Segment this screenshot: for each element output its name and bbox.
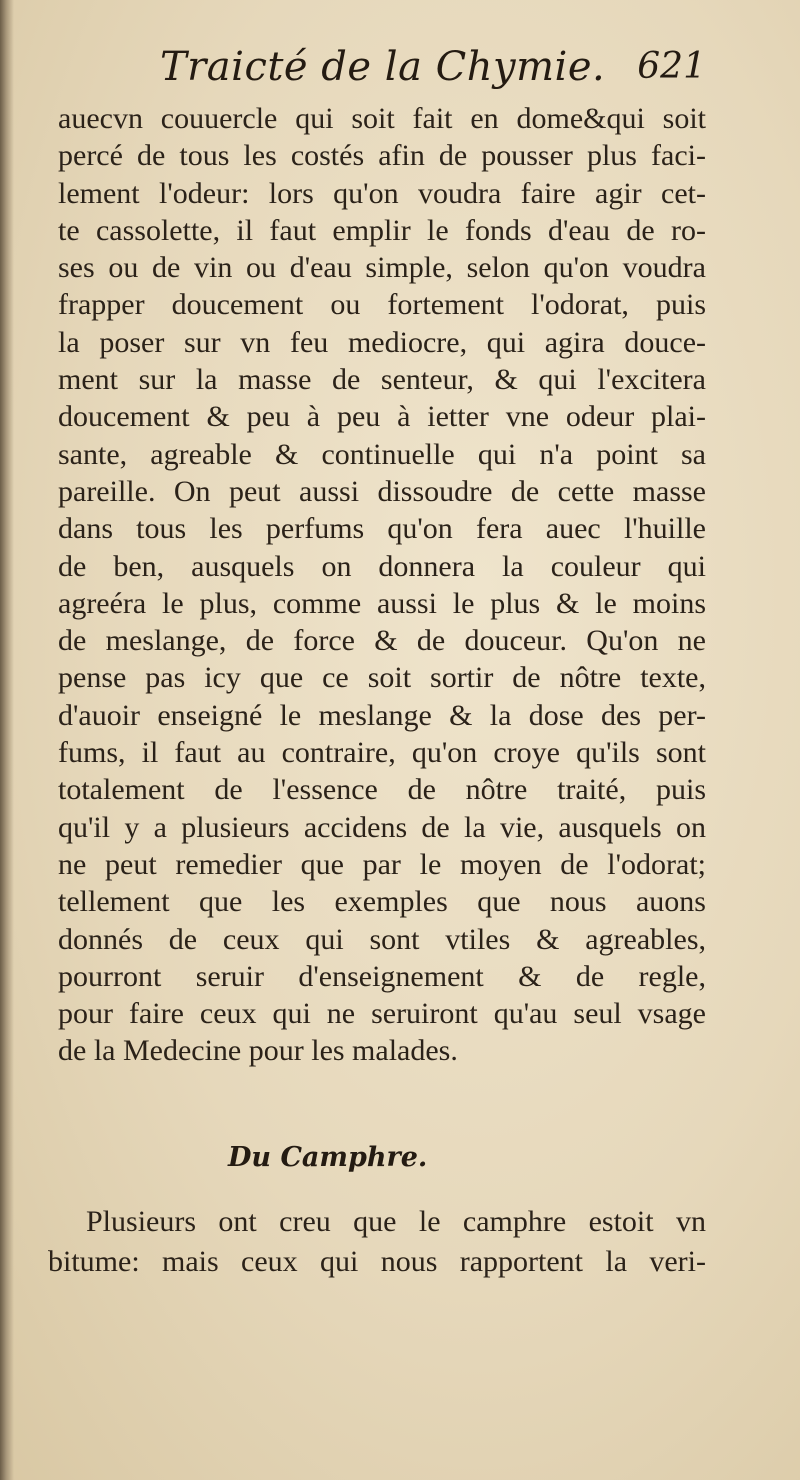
binding-shadow (0, 0, 14, 1480)
text-line: pour faire ceux qui ne seruiront qu'au seul vsage (58, 997, 706, 1031)
text-line: auecvn couuercle qui soit fait en dome&qui soit (58, 102, 706, 135)
text-line: ment sur la masse de senteur, & qui l'excitera (58, 363, 706, 397)
text-line: tellement que les exemples que nous auons (58, 885, 706, 919)
text-line: lement l'odeur: lors qu'on voudra faire agir cet- (58, 176, 706, 210)
text-line: totalement de l'essence de nôtre traité, puis (58, 773, 706, 807)
section-heading: Du Camphre. (228, 1142, 428, 1173)
text-line: Plusieurs ont creu que le camphre estoit vn (86, 1205, 706, 1238)
text-line: de la Medecine pour les malades. (58, 1034, 458, 1068)
text-line: de ben, ausquels on donnera la couleur qui (58, 549, 706, 583)
text-line: qu'il y a plusieurs accidens de la vie, ausquels on (58, 810, 706, 844)
text-line: agreéra le plus, comme aussi le plus & le moins (58, 586, 706, 620)
text-line: frapper doucement ou fortement l'odorat, puis (58, 288, 706, 322)
text-line: donnés de ceux qui sont vtiles & agreables, (58, 922, 706, 956)
page-number: 621 (637, 46, 706, 87)
text-line: pense pas icy que ce soit sortir de nôtre texte, (58, 661, 706, 695)
text-line: pareille. On peut aussi dissoudre de cette masse (58, 474, 706, 508)
text-line: dans tous les perfums qu'on fera auec l'huille (58, 512, 706, 546)
section-body (48, 1202, 706, 1282)
text-line: fums, il faut au contraire, qu'on croye qu'ils sont (58, 736, 706, 770)
text-line: ne peut remedier que par le moyen de l'odorat; (58, 847, 706, 881)
text-line: d'auoir enseigné le meslange & la dose des per- (58, 698, 706, 732)
text-line: ses ou de vin ou d'eau simple, selon qu'on voudra (58, 251, 706, 285)
running-title: Traicté de la Chymie. (160, 44, 606, 90)
text-line: bitume: mais ceux qui nous rapportent la veri- (48, 1245, 706, 1278)
running-head (56, 38, 706, 98)
text-line: te cassolette, il faut emplir le fonds d'eau de ro- (58, 213, 706, 247)
text-line: doucement & peu à peu à ietter vne odeur plai- (58, 400, 706, 434)
text-line: la poser sur vn feu mediocre, qui agira douce- (58, 325, 706, 359)
text-line: pourront seruir d'enseignement & de regle, (58, 959, 706, 993)
text-line: de meslange, de force & de douceur. Qu'on ne (58, 624, 706, 658)
body-text (58, 100, 706, 1070)
text-line: sante, agreable & continuelle qui n'a point sa (58, 437, 706, 471)
text-line: percé de tous les costés afin de pousser plus faci- (58, 139, 706, 173)
